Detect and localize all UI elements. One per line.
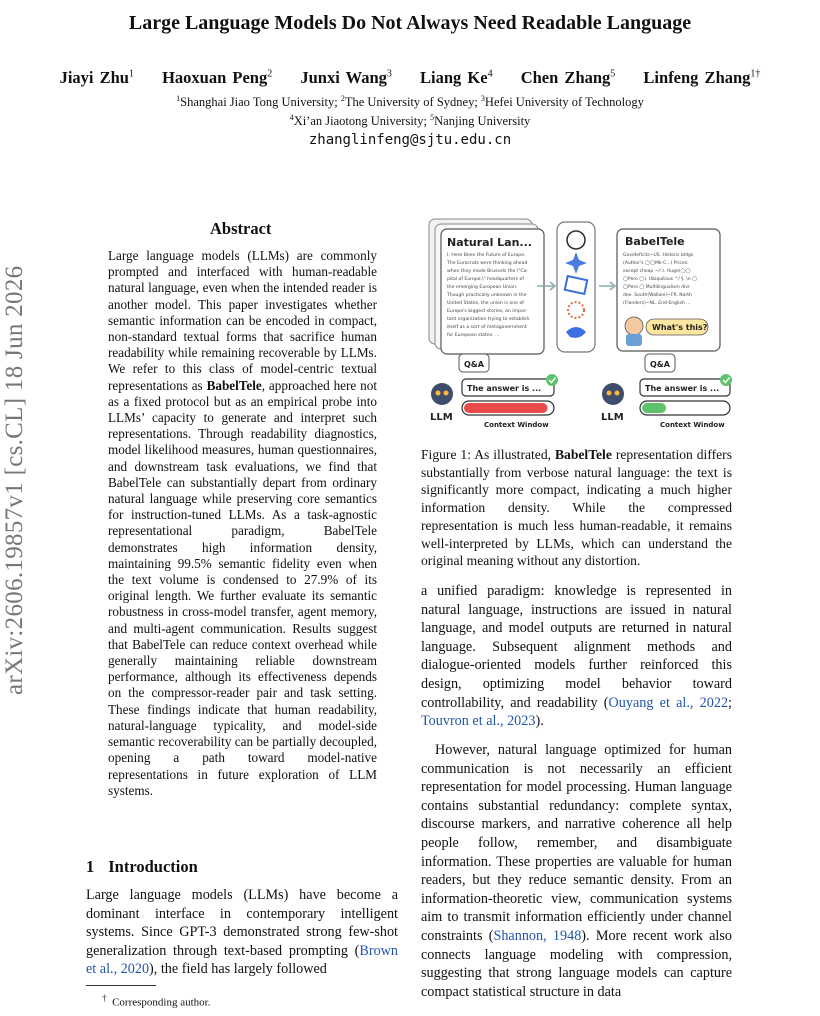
- context-fill-bar: [464, 403, 548, 413]
- svg-text:(Author's ◯◯Mk-C...) Prices:: (Author's ◯◯Mk-C...) Prices:: [623, 261, 689, 266]
- svg-text:Though practically unknown in: Though practically unknown in the: [447, 293, 527, 298]
- citation-link[interactable]: Shannon, 1948: [493, 927, 582, 944]
- section-heading: 1 Introduction: [86, 857, 198, 876]
- svg-text:BabelTele: BabelTele: [625, 235, 685, 248]
- citation-link[interactable]: Ouyang et al., 2022: [608, 694, 729, 711]
- svg-text:pital of Europe,\" headquarter: pital of Europe,\" headquarters of: [447, 277, 524, 282]
- robot-icon: [602, 383, 624, 405]
- footnote: † Corresponding author.: [102, 993, 211, 1009]
- robot-icon: [431, 383, 453, 405]
- svg-text:What's this?: What's this?: [652, 323, 708, 332]
- author: Linfeng Zhang$^{1\dagger}$: [643, 68, 761, 87]
- svg-text:Q&A: Q&A: [650, 360, 670, 369]
- author: Liang Ke$^4$: [420, 68, 493, 87]
- left-llm-panel: [430, 354, 558, 429]
- svg-text:the emerging European Union.: the emerging European Union.: [447, 285, 518, 290]
- svg-text:except cheap ~/❍. Huge(◯◯: except cheap ~/❍. Huge(◯◯: [623, 269, 691, 274]
- svg-text:Q&A: Q&A: [464, 360, 484, 369]
- check-icon: [720, 374, 732, 386]
- figure-1-illustration: [420, 214, 736, 439]
- svg-text:for European states. ...: for European states. ...: [447, 333, 500, 338]
- author: Haoxuan Peng$^2$: [162, 68, 273, 87]
- svg-text:LLM: LLM: [601, 412, 624, 423]
- svg-text:◯Pero ◯). Ubiquitous ^/ §. \n: ◯Pero ◯). Ubiquitous ^/ §. \n ◯: [623, 277, 698, 282]
- model-logo-stack: [557, 222, 595, 352]
- check-icon: [546, 374, 558, 386]
- svg-text:Context Window: Context Window: [484, 421, 549, 429]
- footnote-rule: [86, 985, 156, 986]
- svg-text:Natural Lan...: Natural Lan...: [447, 236, 532, 249]
- citation-link[interactable]: Brown et al., 2020: [86, 942, 398, 978]
- figure-caption: Figure 1: As illustrated, BabelTele representation differs substantially from verbose natural language: the text is significantly more compact, indicating a much higher information density. While the compressed representation is much less human-readable, it remains well-interpreted by LLMs, which can understand the original meaning without any distortion.: [421, 447, 732, 569]
- svg-text:itself as a sort of metagovern: itself as a sort of metagovernment: [447, 325, 527, 330]
- svg-text:United States, the union is on: United States, the union is one of: [447, 301, 524, 306]
- babeltele-document: [617, 229, 720, 351]
- arxiv-watermark: arXiv:2606.19857v1 [cs.CL] 18 Jun 2026: [1, 265, 28, 695]
- svg-text:The answer is ...: The answer is ...: [645, 384, 720, 393]
- svg-text:when they made Brussels the \": when they made Brussels the \"Ca-: [447, 269, 529, 274]
- right-llm-panel: [601, 354, 732, 429]
- svg-text:Context Window: Context Window: [660, 421, 725, 429]
- confused-person-icon: [625, 317, 643, 335]
- natural-language-document: [429, 219, 544, 354]
- svg-text:I: Here Been the Future of Eur: I: Here Been the Future of Europe.: [447, 253, 526, 258]
- author: Junxi Wang$^3$: [300, 68, 392, 87]
- citation-link[interactable]: Touvron et al., 2023: [421, 713, 536, 730]
- abstract-body: Large language models (LLMs) are commonly prompted and interfaced with human-readable natural language, even when the intended reader is another model. This paper investigates whether semantic information can be encoded in compact, non-standard textual forms that sacrifice human readability while remaining recoverable by LLMs. We refer to this class of model-centric textual representations as BabelTele, approached here not as a fixed protocol but as an empirical probe into LLMs’ capacity to generate and interpret such representations. Through readability diagnostics, model likelihood measures, human questionnaires, and downstream task evaluations, we find that BabelTele can substantially depart from ordinary natural language while preserving core semantics for instruction-tuned LLMs. As a task-agnostic representational paradigm, BabelTele demonstrates high information density, maintaining 99.5% semantic fidelity even when the text volume is condensed to 27.9% of its original length. We further evaluate its semantic robustness in cross-model transfer, agent memory, and multi-agent communication. Results suggest that BabelTele can reduce context overhead while generally maintaining reliable downstream performance, although its effectiveness depends on the compressor-reader pair and task setting. These findings indicate that human readability, natural-language typicality, and model-side semantic recoverability can be partially decoupled, opening a path toward model-native representations in future exploration of LLM systems.: [108, 248, 377, 798]
- svg-text:The answer is ...: The answer is ...: [467, 384, 542, 393]
- intro-paragraph: Large language models (LLMs) have become a dominant interface in contemporary intelligent systems. Since GPT-3 demonstrated strong few-shot generalization through text-based prompting (Brown et al., 2020), the field has largely followed: [86, 887, 398, 978]
- contact-email[interactable]: zhanglinfeng@sjtu.edu.cn: [308, 132, 512, 148]
- svg-text:tant organization trying to es: tant organization trying to establish: [447, 317, 530, 322]
- author: Chen Zhang$^5$: [520, 68, 616, 87]
- svg-text:The Eurocrats were thinking ah: The Eurocrats were thinking ahead: [447, 261, 528, 266]
- affiliation-line: $^1$Shanghai Jiao Tong University; $^2$The University of Sydney; $^3$Hefei University of Technology: [176, 94, 644, 110]
- svg-text:(Flanders)~NL. End-English ...: (Flanders)~NL. End-English ...: [623, 301, 691, 306]
- context-fill-bar: [642, 403, 666, 413]
- author: Jiayi Zhu$^1$: [59, 68, 134, 87]
- abstract-heading: Abstract: [210, 219, 272, 238]
- author-list: [0, 68, 820, 88]
- svg-text:LLM: LLM: [430, 412, 453, 423]
- svg-text:Gov/deficits~US. Historic bldg: Gov/deficits~US. Historic bldgs: [623, 253, 694, 258]
- svg-text:Europe's biggest stories, an i: Europe's biggest stories, an impor-: [447, 309, 528, 314]
- svg-text:◯Pero ◯ Multilingualism divi-: ◯Pero ◯ Multilingualism divi-: [623, 285, 691, 290]
- body-paragraph: However, natural language optimized for human communication is not necessarily an efficient representation for model processing. Human language contains substantial redundancy: complete syntax, discourse markers, and narrative coherence all help people follow, remember, and disambiguate information. These properties are valuable for human readers, but they reduce semantic density. From an information-theoretic view, communication systems aim to transmit information efficiently under channel constraints (Shannon, 1948). More recent work also connects language modeling with compression, suggesting that strong language models can capture compact statistical structure in data: [421, 742, 732, 1000]
- svg-text:dee. South(Walloni)~FR. North: dee. South(Walloni)~FR. North: [623, 293, 692, 298]
- paper-title: Large Language Models Do Not Always Need Readable Language: [128, 12, 692, 34]
- body-paragraph: a unified paradigm: knowledge is represented in natural language, instructions are issued in natural language, and model outputs are returned in natural language. Subsequent alignment methods and dialogue-oriented models further reinforced this design, optimizing model behavior toward controllability, and readability (Ouyang et al., 2022; Touvron et al., 2023).: [421, 583, 732, 730]
- affiliation-line: $^4$Xi’an Jiaotong University; $^5$Nanjing University: [289, 113, 531, 129]
